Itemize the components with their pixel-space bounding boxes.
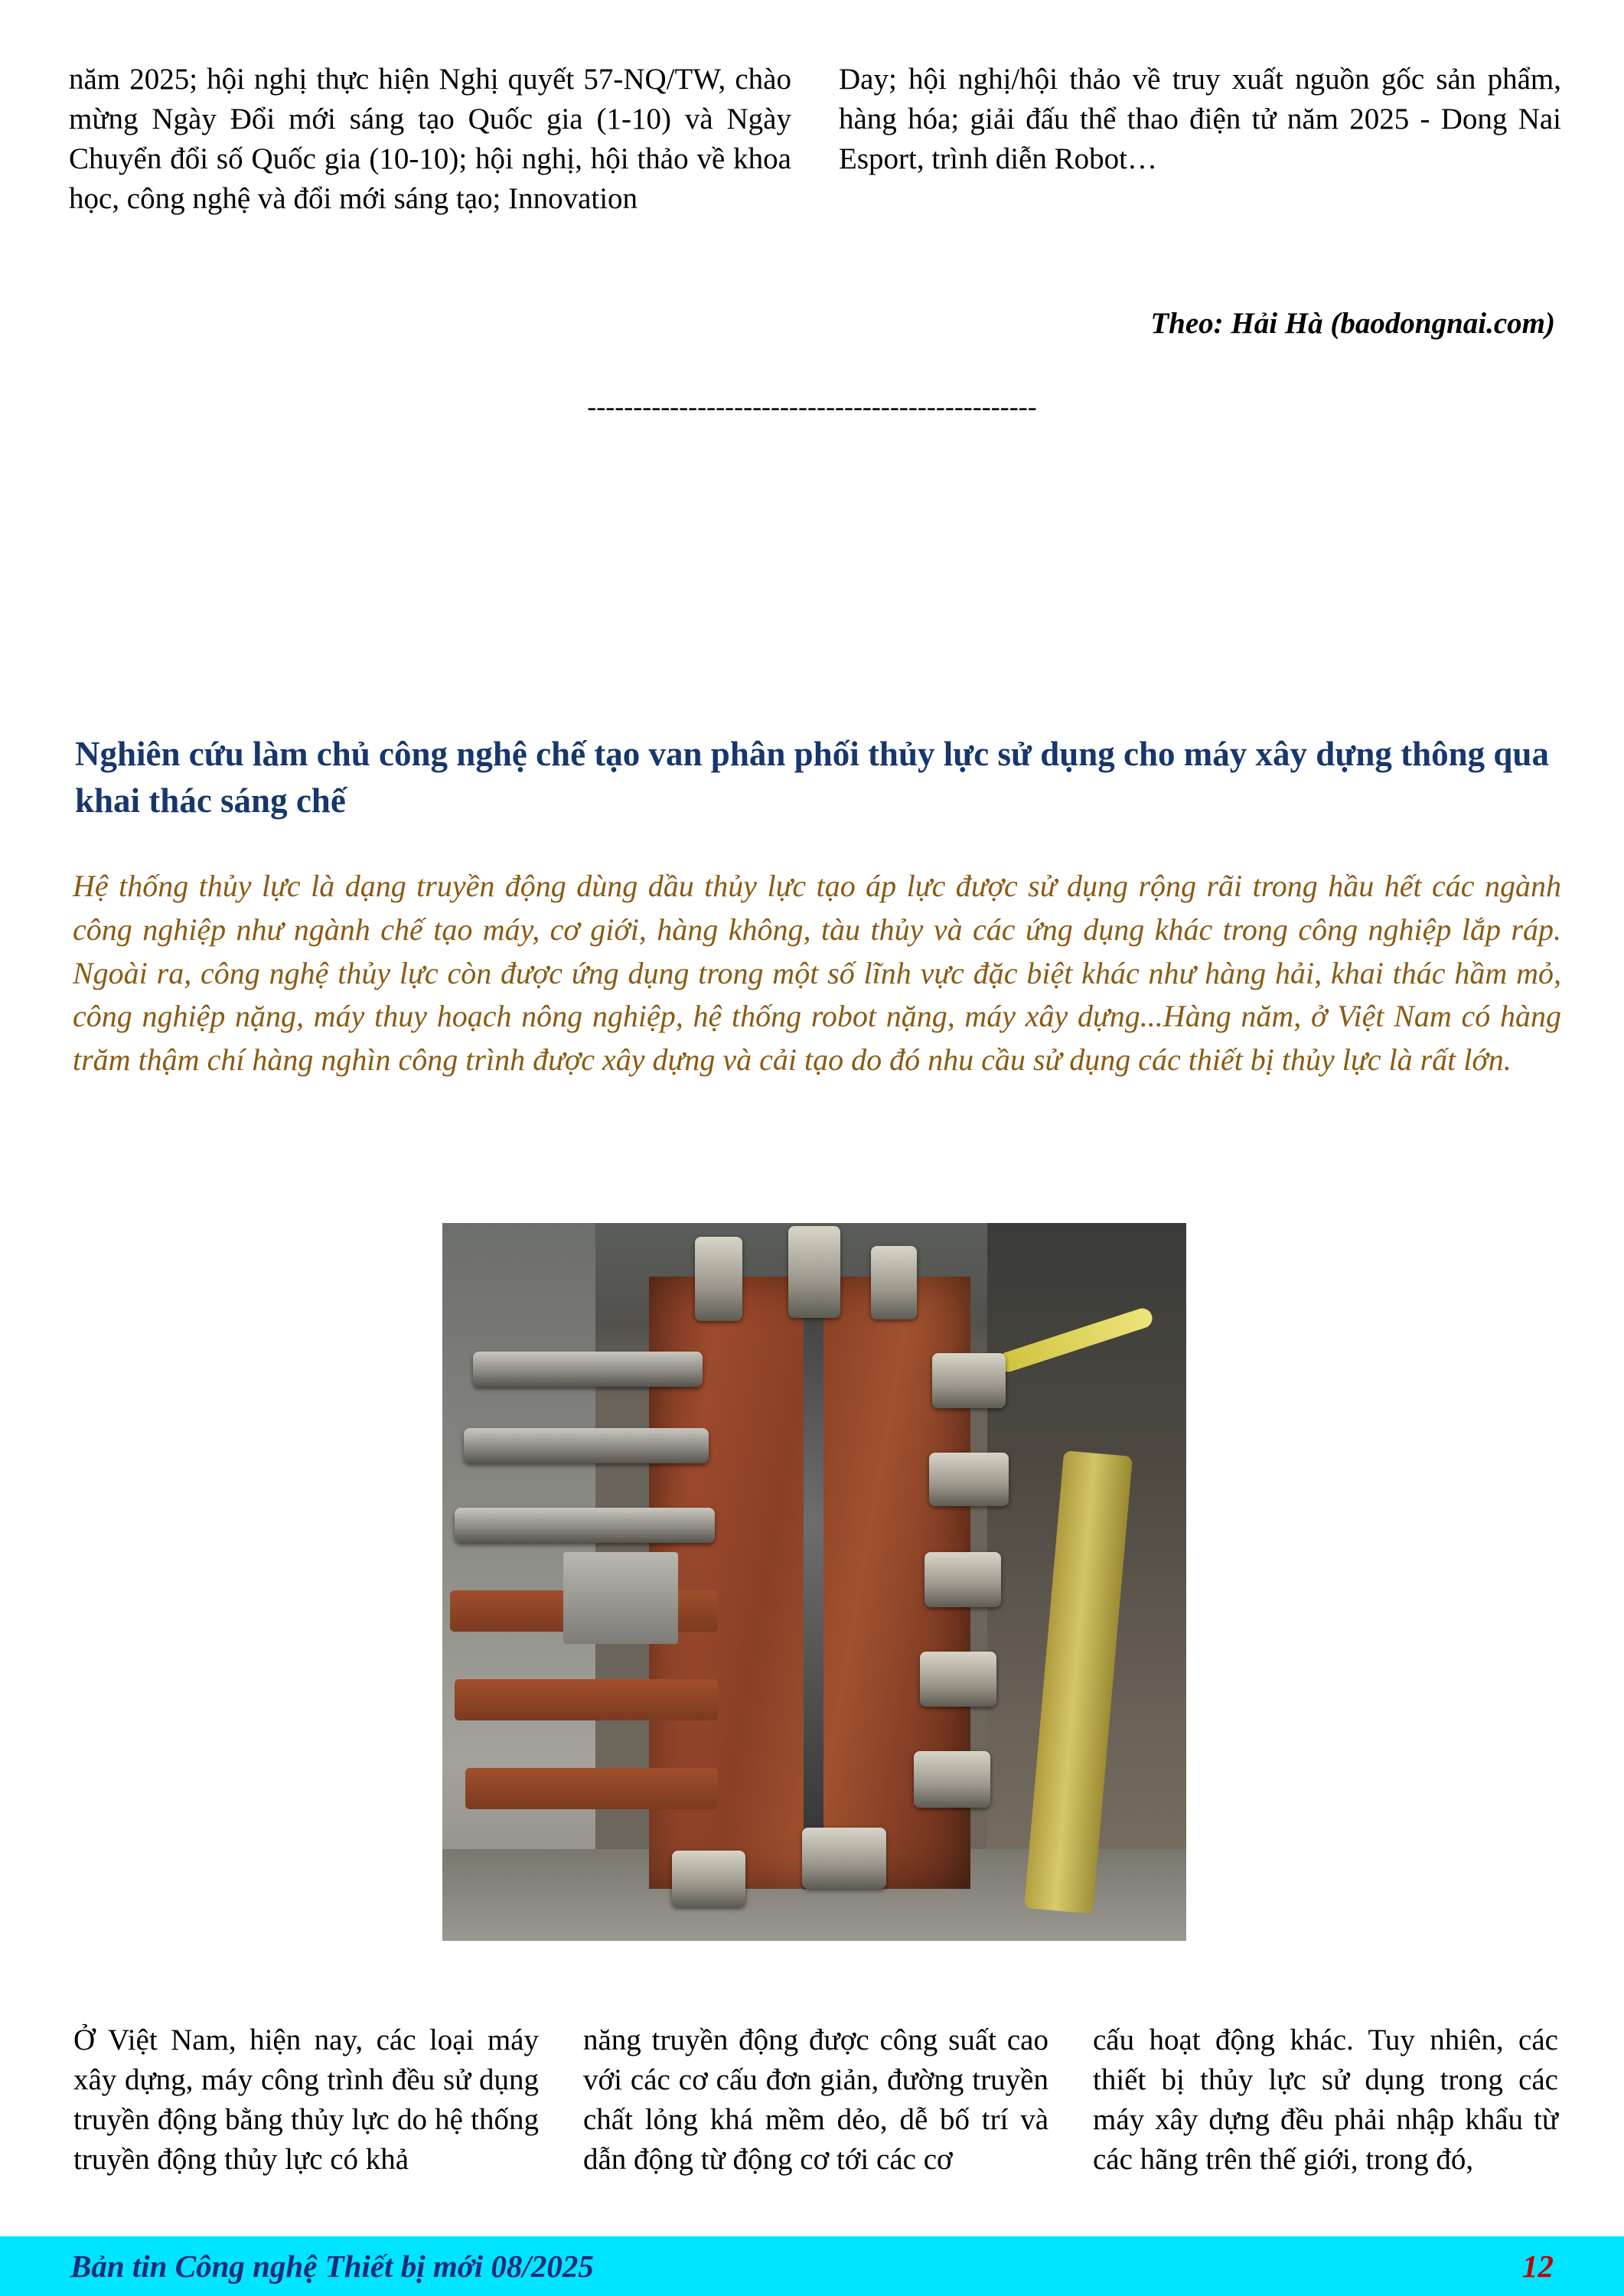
footer-page-number: 12 (1522, 2249, 1554, 2284)
article-lead-paragraph: Hệ thống thủy lực là dạng truyền động dùng dầu thủy lực tạo áp lực được sử dụng rộng rãi trong hầu hết các ngành công nghiệp như ngành chế tạo máy, cơ giới, hàng không, tàu thủy và các ứng dụng khác trong công nghiệp lắp ráp. Ngoài ra, công nghệ thủy lực còn được ứng dụng trong một số lĩnh vực đặc biệt khác như hàng hải, khai thác hầm mỏ, công nghiệp nặng, máy thuy hoạch nông nghiệp, hệ thống robot nặng, máy xây dựng...Hàng năm, ở Việt Nam có hàng trăm thậm chí hàng nghìn công trình được xây dựng và cải tạo do đó nhu cầu sử dụng các thiết bị thủy lực là rất lớn. (73, 869, 1561, 1078)
bottom-column-2 (583, 2020, 1048, 2179)
section-divider: ------------------------------------------------- (587, 391, 1037, 422)
valve-fitting-bottom-2 (672, 1851, 745, 1907)
valve-fitting-right-1 (932, 1353, 1006, 1408)
photo-background (442, 1223, 1186, 1941)
bottom-column-1 (73, 2020, 539, 2179)
valve-fitting-top-2 (788, 1226, 840, 1318)
article-byline: Theo: Hải Hà (baodongnai.com) (1150, 307, 1555, 340)
bottom-column-2-paragraph: năng truyền động được công suất cao với các cơ cấu đơn giản, đường truyền chất lỏng khá mềm dẻo, dễ bố trí và dẫn động từ động cơ tới các cơ (583, 2024, 1048, 2176)
valve-spool-left-6 (465, 1768, 718, 1809)
page-footer (0, 2236, 1624, 2296)
top-column-1 (69, 60, 791, 218)
footer-bulletin-title: Bản tin Công nghệ Thiết bị mới 08/2025 (70, 2249, 594, 2284)
valve-fitting-right-5 (914, 1751, 990, 1808)
bottom-column-3-paragraph: cấu hoạt động khác. Tuy nhiên, các thiết bị thủy lực sử dụng trong các máy xây dựng đều phải nhập khẩu từ các hãng trên thế giới, trong đó, (1093, 2024, 1558, 2176)
valve-fitting-right-2 (929, 1453, 1009, 1506)
valve-spool-left-3 (455, 1508, 715, 1543)
valve-fitting-top-3 (871, 1246, 917, 1319)
top-column-1-paragraph: năm 2025; hội nghị thực hiện Nghị quyết 57-NQ/TW, chào mừng Ngày Đổi mới sáng tạo Quốc gia (1-10) và Ngày Chuyển đổi số Quốc gia (10-10); hội nghị, hội thảo về khoa học, công nghệ và đổi mới sáng tạo; Innovation (69, 63, 791, 215)
top-column-2 (839, 60, 1561, 218)
valve-spool-left-1 (473, 1352, 703, 1387)
valve-fitting-right-4 (920, 1652, 996, 1707)
valve-fitting-top-1 (695, 1237, 742, 1321)
valve-side-plate (563, 1552, 678, 1644)
bottom-column-1-paragraph: Ở Việt Nam, hiện nay, các loại máy xây dựng, máy công trình đều sử dụng truyền động bằng thủy lực do hệ thống truyền động thủy lực có khả (73, 2024, 539, 2176)
bottom-three-column-text (73, 2020, 1558, 2179)
hydraulic-valve-photo (442, 1223, 1186, 1941)
top-two-column-text (69, 60, 1561, 218)
valve-fitting-bottom-1 (802, 1828, 886, 1889)
article-title: Nghiên cứu làm chủ công nghệ chế tạo van phân phối thủy lực sử dụng cho máy xây dựng thông qua khai thác sáng chế (75, 735, 1549, 820)
valve-spool-left-5 (455, 1679, 718, 1720)
bottom-column-3 (1093, 2020, 1558, 2179)
valve-spool-left-2 (464, 1428, 709, 1463)
valve-fitting-right-3 (925, 1552, 1001, 1607)
top-column-2-paragraph: Day; hội nghị/hội thảo về truy xuất nguồn gốc sản phẩm, hàng hóa; giải đấu thể thao điện tử năm 2025 - Dong Nai Esport, trình diễn Robot… (839, 63, 1561, 175)
